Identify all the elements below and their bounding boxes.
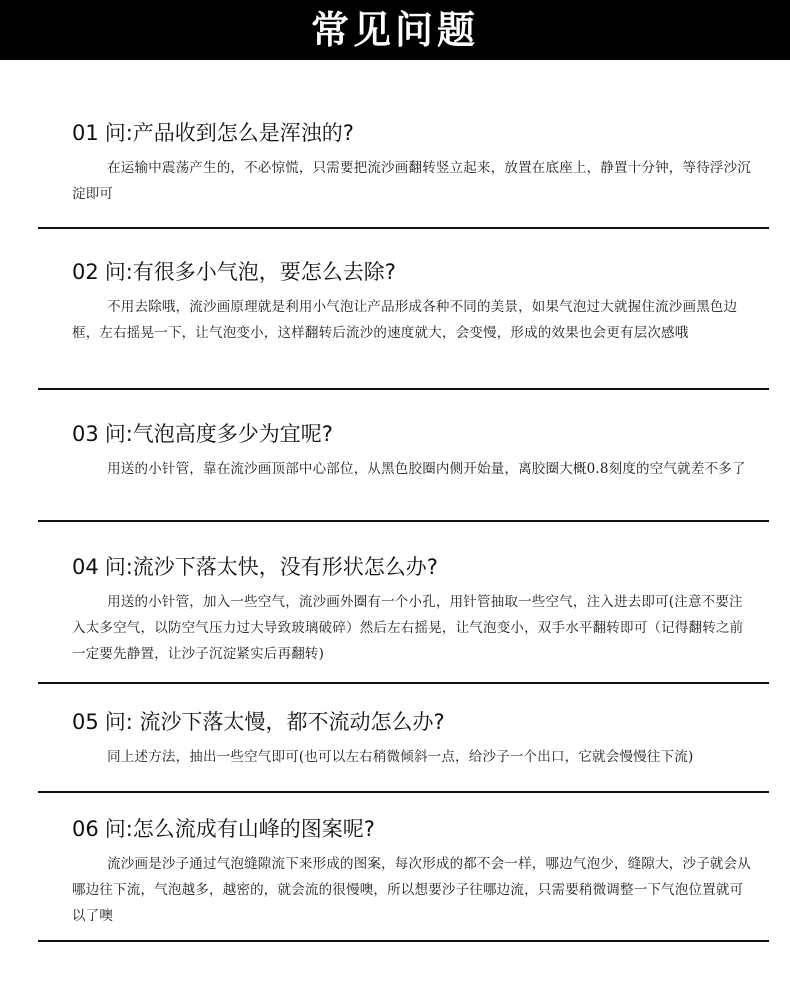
faq-question xyxy=(72,258,762,286)
faq-question-text: 问: 流沙下落太慢，都不流动怎么办? xyxy=(104,710,445,734)
faq-question xyxy=(72,553,762,581)
faq-number: 03 xyxy=(72,422,99,446)
faq-number: 02 xyxy=(72,260,99,284)
faq-item-01 xyxy=(72,119,762,207)
faq-answer: 流沙画是沙子通过气泡缝隙流下来形成的图案，每次形成的都不会一样，哪边气泡少，缝隙大，沙子就会从哪边往下流，气泡越多，越密的，就会流的很慢噢，所以想要沙子往哪边流，只需要稍微调整一下气泡位置就可以了噢 xyxy=(72,856,751,924)
faq-question-text: 问:气泡高度多少为宜呢? xyxy=(104,422,333,446)
divider xyxy=(38,227,769,229)
divider xyxy=(38,791,769,793)
faq-question-text: 问:产品收到怎么是浑浊的? xyxy=(104,121,354,145)
faq-question xyxy=(72,815,762,843)
page-title: 常见问题 xyxy=(310,7,479,52)
faq-question xyxy=(72,119,762,147)
divider xyxy=(38,940,769,942)
faq-item-03 xyxy=(72,420,762,482)
faq-number: 01 xyxy=(72,121,99,145)
faq-item-02 xyxy=(72,258,762,346)
faq-question xyxy=(72,420,762,448)
divider xyxy=(38,682,769,684)
faq-item-06 xyxy=(72,815,762,929)
faq-number: 05 xyxy=(72,710,99,734)
faq-answer: 不用去除哦，流沙画原理就是利用小气泡让产品形成各种不同的美景，如果气泡过大就握住流沙画黑色边框，左右摇晃一下，让气泡变小，这样翻转后流沙的速度就大，会变慢，形成的效果也会更有层次感哦 xyxy=(72,299,738,341)
faq-answer: 在运输中震荡产生的，不必惊慌，只需要把流沙画翻转竖立起来，放置在底座上，静置十分钟，等待浮沙沉淀即可 xyxy=(72,160,751,202)
faq-number: 06 xyxy=(72,817,99,841)
divider xyxy=(38,388,769,390)
faq-question-text: 问:流沙下落太快，没有形状怎么办? xyxy=(104,555,438,579)
faq-answer: 用送的小针管，加入一些空气，流沙画外圈有一个小孔，用针管抽取一些空气，注入进去即可(注意不要注入太多空气，以防空气压力过大导致玻璃破碎）然后左右摇晃，让气泡变小，双手水平翻转即可（记得翻转之前一定要先静置，让沙子沉淀紧实后再翻转) xyxy=(72,594,744,662)
faq-answer: 同上述方法，抽出一些空气即可(也可以左右稍微倾斜一点，给沙子一个出口，它就会慢慢往下流) xyxy=(107,749,694,765)
faq-answer: 用送的小针管，靠在流沙画顶部中心部位，从黑色胶圈内侧开始量，离胶圈大概0.8刻度的空气就差不多了 xyxy=(107,461,746,477)
divider xyxy=(38,520,769,522)
faq-question xyxy=(72,708,762,736)
faq-question-text: 问:有很多小气泡，要怎么去除? xyxy=(104,260,396,284)
faq-question-text: 问:怎么流成有山峰的图案呢? xyxy=(104,817,375,841)
faq-item-04 xyxy=(72,553,762,667)
faq-item-05 xyxy=(72,708,762,770)
faq-number: 04 xyxy=(72,555,99,579)
